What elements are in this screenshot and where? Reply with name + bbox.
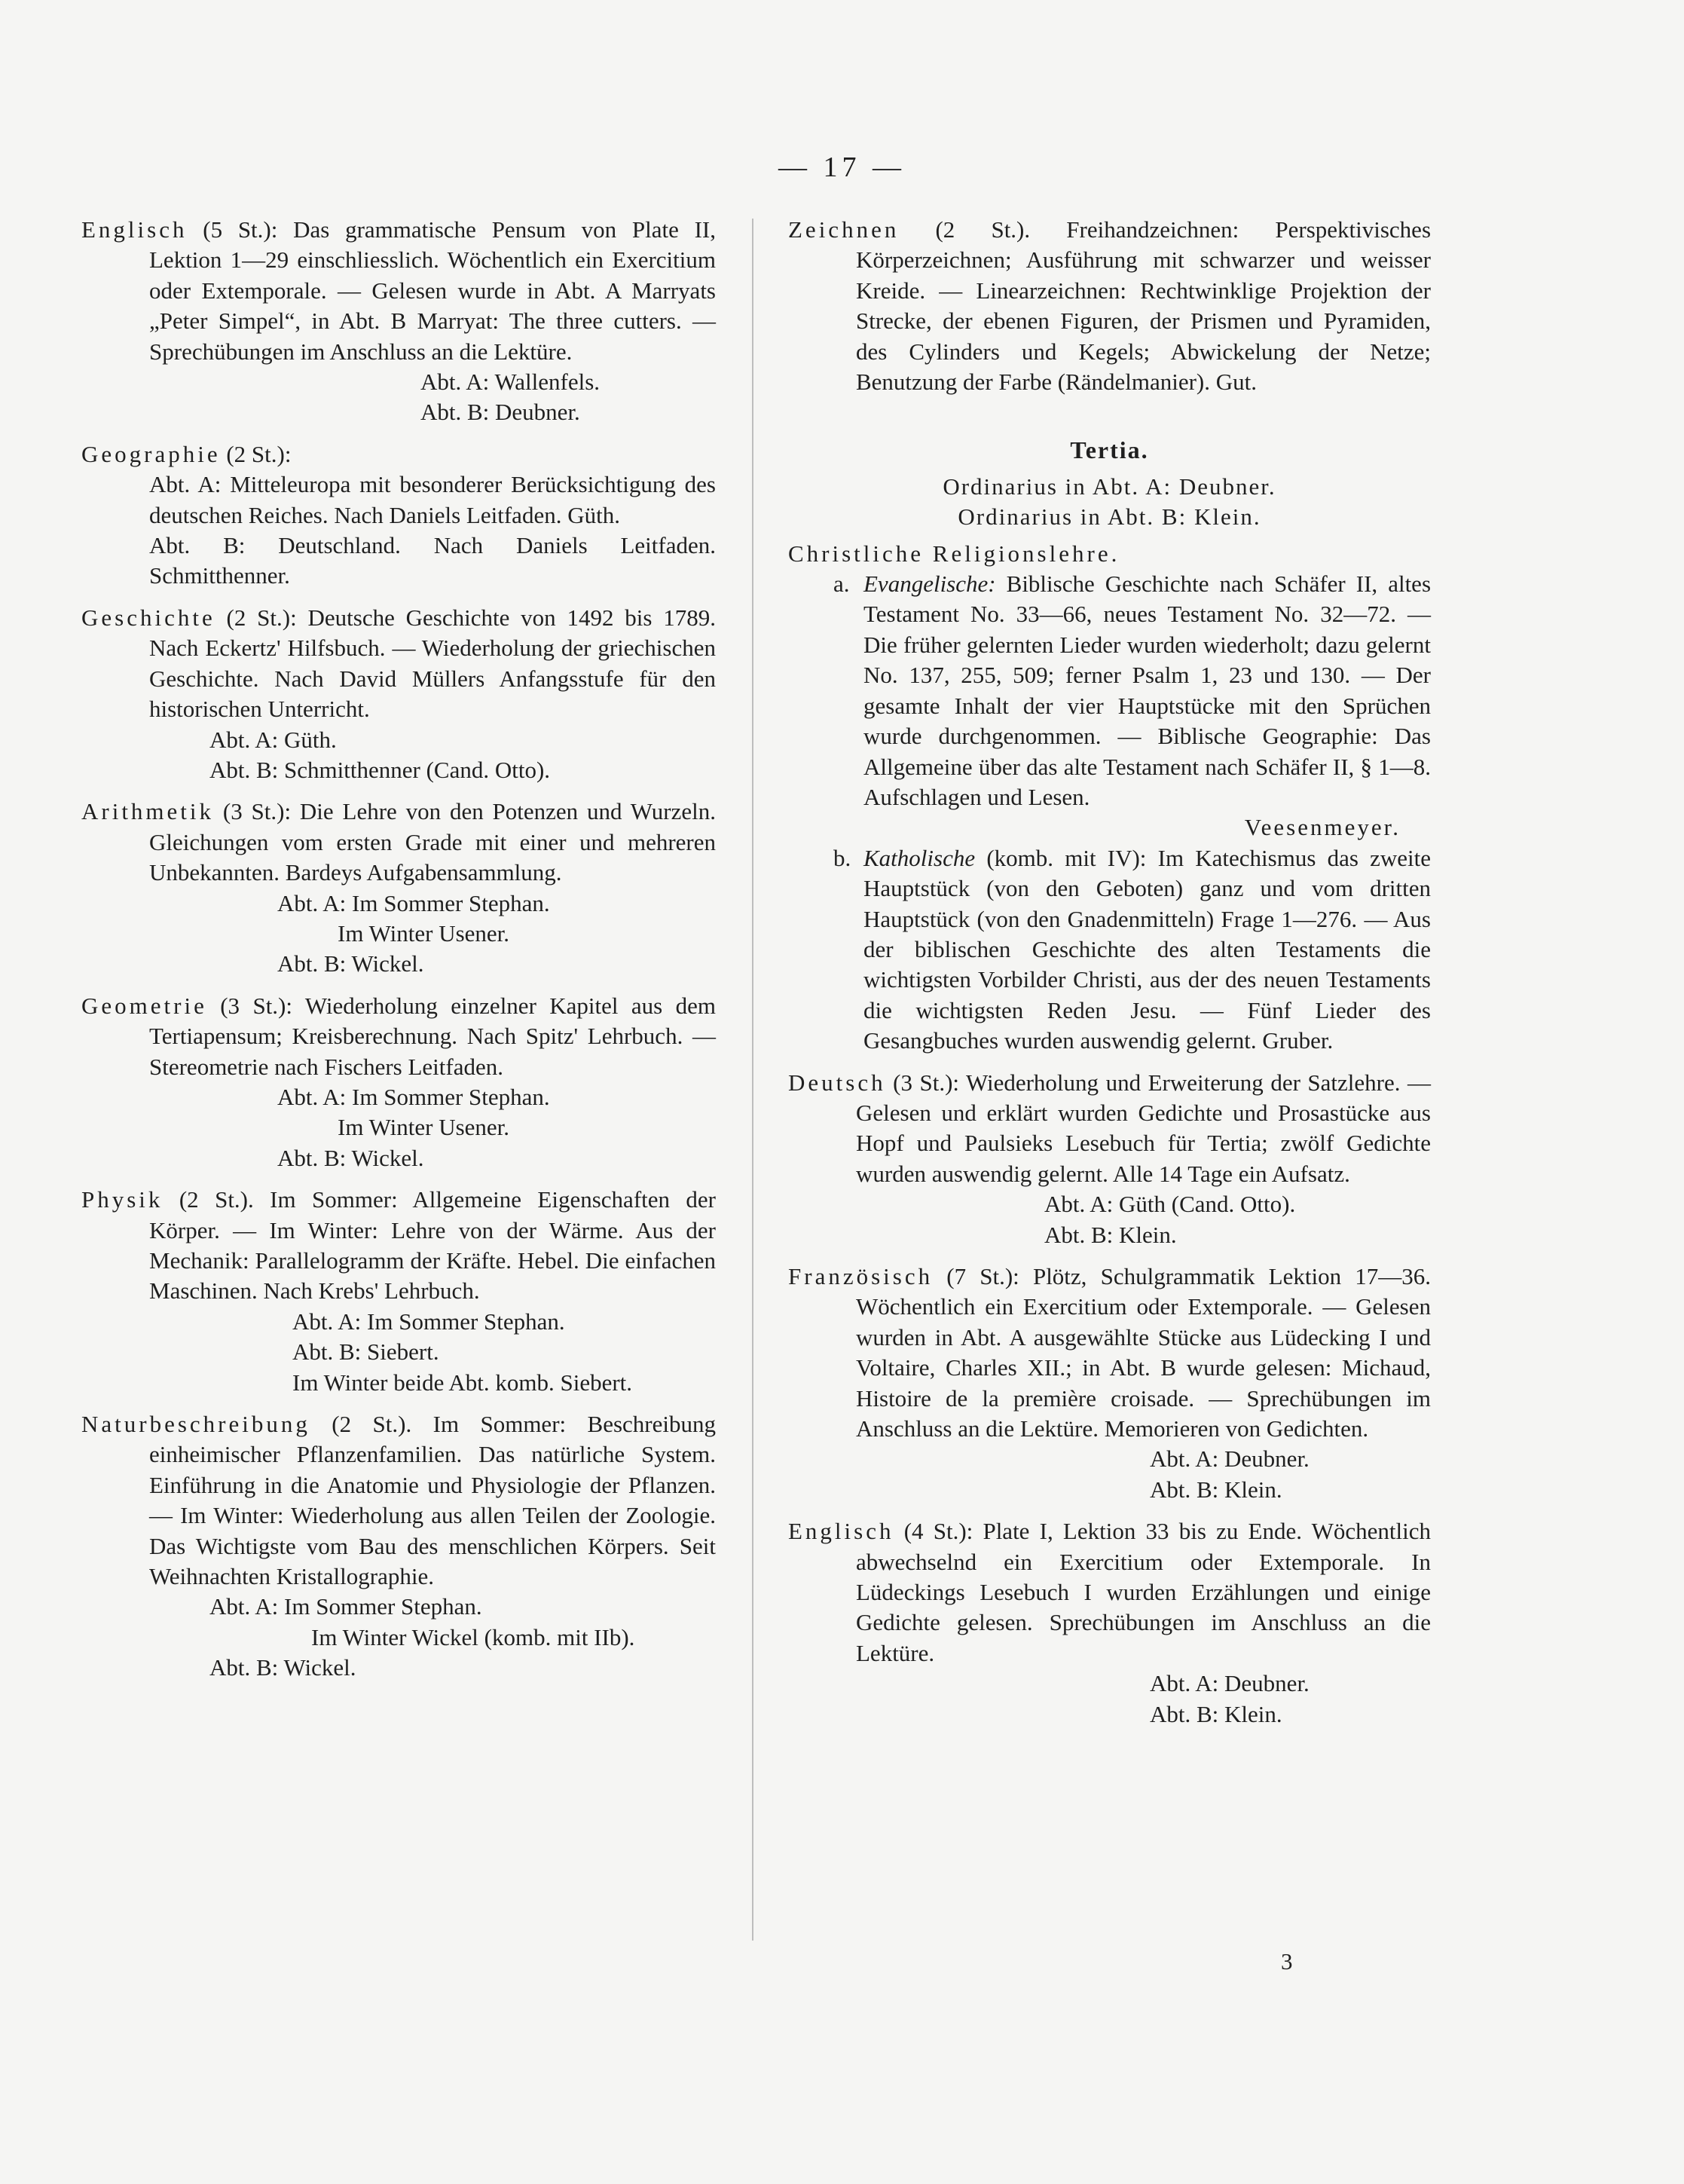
section-geometrie	[81, 991, 716, 1173]
section-heading: Physik	[81, 1186, 164, 1213]
teacher-line: Abt. B: Schmitthenner (Cand. Otto).	[209, 756, 551, 783]
section-text: (7 St.): Plötz, Schulgrammatik Lektion 17—36. Wöchentlich ein Exercitium oder Extemporale. — Gelesen wurden in Abt. A ausgewählte Stücke aus Lüdecking I und Voltaire, Charles XII.; in Abt. B wurde gelesen: Michaud, Histoire de la première croisade. — Sprechübungen im Anschluss an die Lektüre. Memorieren von Gedichten.	[856, 1263, 1432, 1442]
section-text: (3 St.): Wiederholung einzelner Kapitel aus dem Tertiapensum; Kreisberechnung. Nach Spitz' Lehrbuch. — Stereometrie nach Fischers Leitfaden.	[149, 992, 717, 1080]
list-label: b.	[833, 844, 851, 871]
page-number: — 17 —	[778, 151, 906, 183]
section-heading: Zeichnen	[788, 216, 900, 243]
section-franzoesisch	[788, 1262, 1431, 1505]
section-heading: Arithmetik	[81, 798, 215, 825]
teacher-line: Abt. A: Im Sommer Stephan.	[277, 889, 550, 916]
section-text: (2 St.). Im Sommer: Beschreibung einheimischer Pflanzenfamilien. Das natürliche System. Einführung in die Anatomie und Physiologie der Pflanzen. — Im Winter: Wiederholung aus allen Teilen der Zoologie. Das Wichtigste vom Bau des menschlichen Körpers. Seit Weihnachten Kristallographie.	[149, 1411, 716, 1590]
teacher-line: Abt. A: Im Sommer Stephan.	[292, 1308, 565, 1335]
section-heading: Deutsch	[788, 1069, 886, 1096]
teacher-line: Im Winter beide Abt. komb. Siebert.	[292, 1369, 633, 1396]
section-text: Biblische Geschichte nach Schäfer II, altes Testament No. 33—66, neues Testament No. 32—72. — Die früher gelernten Lieder wurden wiederholt; dazu gelernt No. 137, 255, 509; ferner Psalm 1, 23 und 130. — Der gesamte Inhalt der vier Hauptstücke mit den Sprüchen wurde durchgenommen. — Biblische Geographie: Das Allgemeine über das alte Testament nach Schäfer II, § 1—8. Aufschlagen und Lesen.	[863, 570, 1432, 810]
section-text: (2 St.). Im Sommer: Allgemeine Eigenschaften der Körper. — Im Winter: Lehre von der Wärme. Aus der Mechanik: Parallelogramm der Kräfte. Hebel. Die einfachen Maschinen. Nach Krebs' Lehrbuch.	[149, 1186, 717, 1305]
section-text: (2 St.). Freihandzeichnen: Perspektivisches Körperzeichnen; Ausführung mit schwarzer und weisser Kreide. — Linearzeichnen: Rechtwinklige Projektion der Strecke, der ebenen Figuren, der Prismen und Pyramiden, des Cylinders und Kegels; Abwickelung der Netze; Benutzung der Farbe (Rändelmanier). Gut.	[856, 216, 1432, 396]
section-text: (5 St.): Das grammatische Pensum von Plate II, Lektion 1—29 einschliesslich. Wöchentlich ein Exercitium oder Extemporale. — Gelesen wurde in Abt. A Marryats „Peter Simpel“, in Abt. B Marryat: The three cutters. — Sprechübungen im Anschluss an die Lektüre.	[149, 216, 716, 365]
teacher-line: Abt. A: Wallenfels.	[420, 369, 601, 396]
denomination-label: Katholische	[863, 844, 976, 871]
section-text: (2 St.): Deutsche Geschichte von 1492 bis 1789. Nach Eckertz' Hilfsbuch. — Wiederholung der griechischen Geschichte. Nach David Müllers Anfangsstufe für den historischen Unterricht.	[149, 604, 716, 723]
section-religion	[788, 539, 1431, 1057]
left-column	[81, 215, 716, 1695]
section-geschichte	[81, 603, 716, 785]
teacher-line: Abt. B: Siebert.	[292, 1338, 439, 1366]
teacher-line: Abt. B: Klein.	[1150, 1476, 1282, 1503]
section-text: (komb. mit IV): Im Katechismus das zweite Hauptstück (von den Geboten) ganz und vom dritten Hauptstück (von den Gnadenmitteln) Frage 1—276. — Aus der biblischen Geschichte des alten Testaments die wichtigsten Vorbilder Christi, aus der des neuen Testaments die wichtigsten Reden Jesu. — Fünf Lieder des Gesangbuches wurden auswendig gelernt. Gruber.	[863, 844, 1432, 1054]
teacher-line: Abt. A: Güth (Cand. Otto).	[1044, 1191, 1296, 1218]
teacher-line: Abt. B: Klein.	[1044, 1221, 1177, 1248]
section-heading: Geographie	[81, 440, 221, 467]
section-heading: Geschichte	[81, 604, 215, 631]
teacher-line: Im Winter Usener.	[338, 919, 510, 947]
section-heading: Geometrie	[81, 992, 207, 1019]
section-heading: Christliche Religionslehre.	[788, 540, 1120, 567]
teacher-line: Abt. A: Güth.	[209, 726, 337, 753]
teacher-line: Veesenmeyer.	[1244, 814, 1401, 841]
sheet-mark: 3	[1281, 1948, 1293, 1974]
section-text: (3 St.): Die Lehre von den Potenzen und Wurzeln. Gleichungen vom ersten Grade mit einer und mehreren Unbekannten. Bardeys Aufgabensammlung.	[149, 798, 717, 886]
teacher-line: Im Winter Usener.	[338, 1114, 510, 1141]
teacher-line: Im Winter Wickel (komb. mit IIb).	[311, 1623, 635, 1650]
teacher-line: Abt. B: Wickel.	[209, 1654, 356, 1681]
teacher-line: Abt. A: Deubner.	[1150, 1445, 1310, 1473]
class-title: Tertia.	[1070, 436, 1149, 464]
section-text: Abt. A: Mitteleuropa mit besonderer Berücksichtigung des deutschen Reiches. Nach Daniels Leitfaden. Güth.	[149, 471, 716, 528]
right-column	[788, 215, 1431, 1741]
section-arithmetik	[81, 797, 716, 979]
teacher-line: Abt. A: Im Sommer Stephan.	[209, 1593, 482, 1620]
section-englisch	[81, 215, 716, 428]
section-text: (4 St.): Plate I, Lektion 33 bis zu Ende. Wöchentlich abwechselnd ein Exercitium oder Extemporale. In Lüdeckings Lesebuch I wurden Erzählungen und einige Gedichte gelesen. Sprechübungen im Anschluss an die Lektüre.	[856, 1518, 1431, 1666]
ordinarius-line: Ordinarius in Abt. B: Klein.	[958, 503, 1261, 531]
section-heading: Englisch	[788, 1518, 894, 1545]
section-heading: Naturbeschreibung	[81, 1411, 310, 1438]
list-label: a.	[833, 570, 850, 598]
denomination-label: Evangelische:	[863, 570, 996, 598]
section-text: Abt. B: Deutschland. Nach Daniels Leitfaden. Schmitthenner.	[149, 532, 716, 589]
section-deutsch	[788, 1068, 1431, 1250]
section-text: (2 St.):	[226, 440, 292, 467]
teacher-line: Abt. A: Im Sommer Stephan.	[277, 1083, 550, 1110]
ordinarius-line: Ordinarius in Abt. A: Deubner.	[943, 473, 1276, 500]
teacher-line: Abt. A: Deubner.	[1150, 1670, 1310, 1697]
section-physik	[81, 1185, 716, 1398]
teacher-line: Abt. B: Wickel.	[277, 1144, 424, 1171]
teacher-line: Abt. B: Klein.	[1150, 1700, 1282, 1727]
teacher-line: Abt. B: Deubner.	[420, 399, 580, 426]
section-heading: Englisch	[81, 216, 188, 243]
section-zeichnen	[788, 215, 1431, 397]
teacher-line: Abt. B: Wickel.	[277, 950, 424, 977]
section-text: (3 St.): Wiederholung und Erweiterung der Satzlehre. — Gelesen und erklärt wurden Gedichte und Prosastücke aus Hopf und Paulsieks Lesebuch für Tertia; zwölf Gedichte wurden auswendig gelernt. Alle 14 Tage ein Aufsatz.	[856, 1069, 1432, 1187]
section-englisch-tertia	[788, 1516, 1431, 1730]
column-divider	[752, 219, 753, 1941]
section-heading: Französisch	[788, 1263, 934, 1289]
section-naturbeschreibung	[81, 1409, 716, 1684]
section-geographie	[81, 439, 716, 592]
